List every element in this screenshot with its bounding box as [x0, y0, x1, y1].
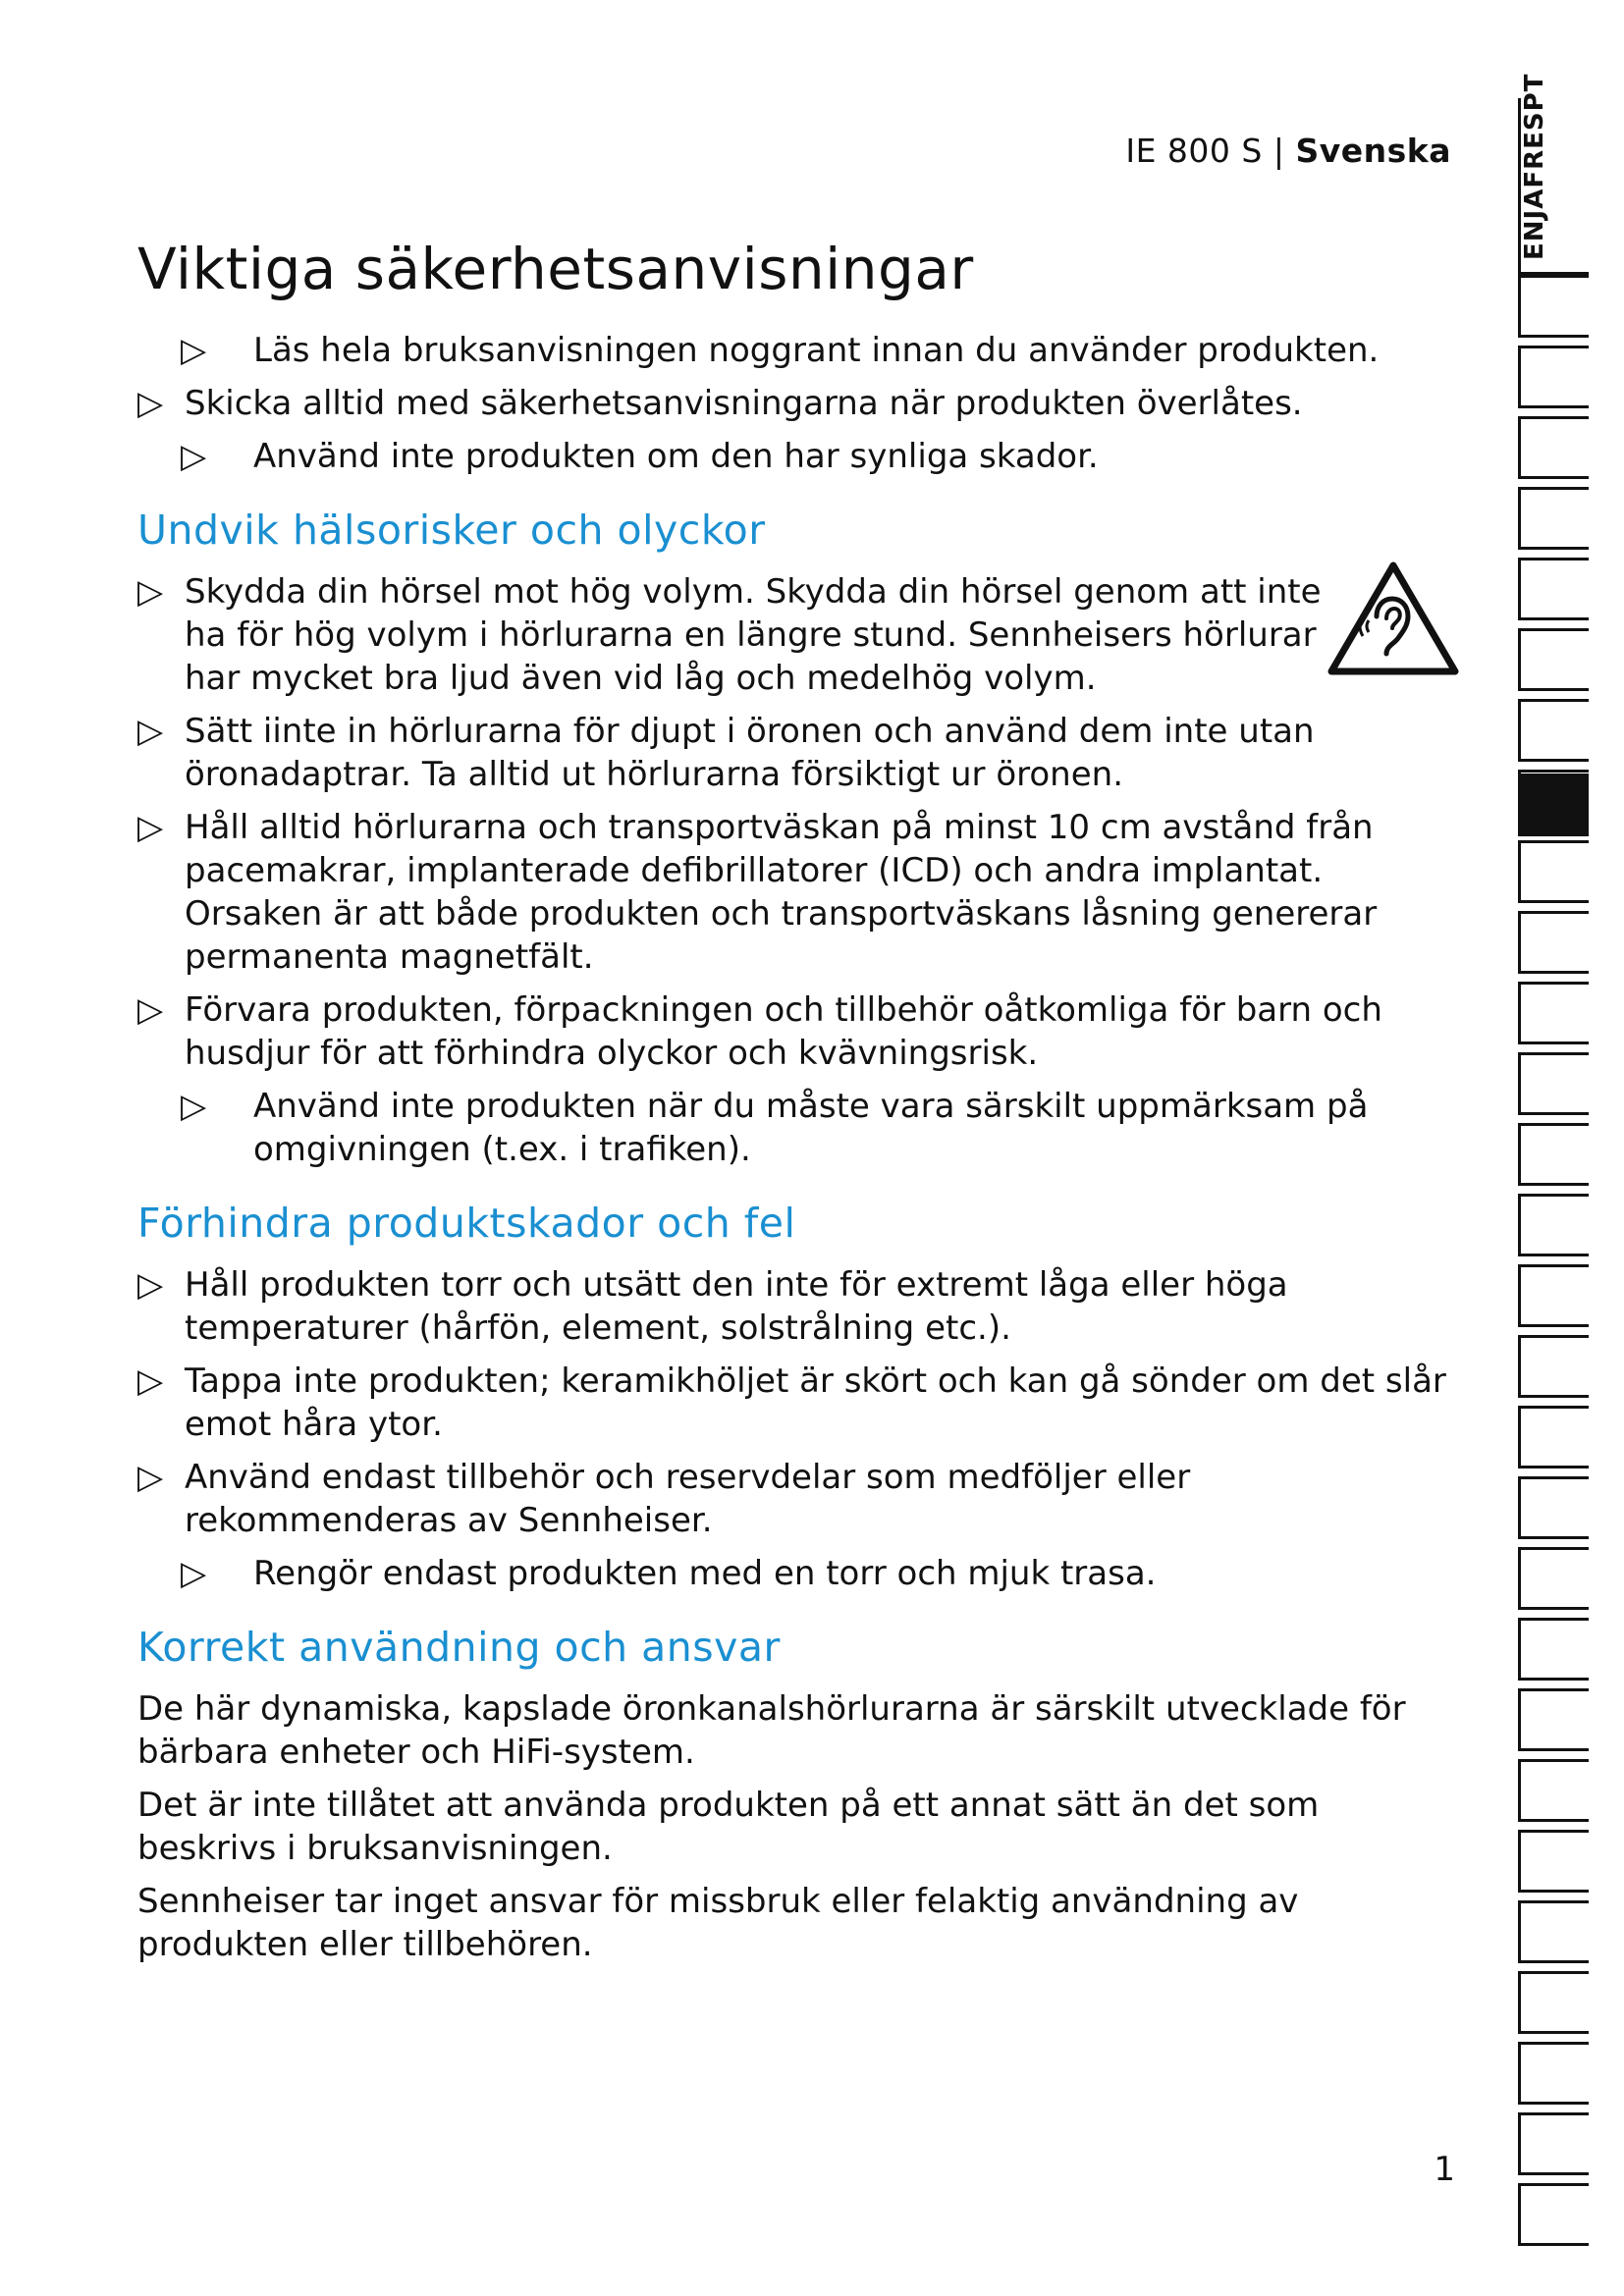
tab[interactable]	[1518, 911, 1589, 974]
bullet-triangle-icon: ▷	[181, 331, 207, 370]
bullet-triangle-icon: ▷	[137, 990, 164, 1030]
tab[interactable]	[1518, 1688, 1589, 1751]
list-item: ▷ Skydda din hörsel mot hög volym. Skydda din hörsel genom att inte ha för hög volym i hörlurarna en längre stund. Sennheisers hörlurar har mycket bra ljud även vid låg och medelhög volym.	[137, 572, 1322, 698]
bullet-triangle-icon: ▷	[137, 384, 164, 423]
page-header	[1125, 132, 1451, 170]
bullet-triangle-icon: ▷	[137, 808, 164, 847]
tab[interactable]	[1518, 416, 1589, 479]
tab[interactable]	[1518, 2112, 1589, 2175]
tab[interactable]	[1518, 1759, 1589, 1822]
document-body	[137, 329, 1453, 1976]
bullet-triangle-icon: ▷	[137, 1362, 164, 1401]
tab[interactable]	[1518, 2183, 1589, 2246]
tab[interactable]	[1518, 1406, 1589, 1468]
tab[interactable]	[1518, 1123, 1589, 1186]
header-language: Svenska	[1295, 132, 1451, 170]
tab-current-language[interactable]	[1518, 774, 1589, 836]
hearing-warning-icon	[1326, 560, 1461, 679]
tab[interactable]	[1518, 699, 1589, 762]
list-item: ▷ Använd inte produkten när du måste vara särskilt uppmärksam på omgivningen (t.ex. i trafiken).	[181, 1087, 1369, 1169]
tab[interactable]	[1518, 1900, 1589, 1963]
tab[interactable]	[1518, 628, 1589, 691]
bullet-triangle-icon: ▷	[137, 572, 164, 612]
bullet-triangle-icon: ▷	[137, 1265, 164, 1305]
section-heading-health: Undvik hälsorisker och olyckor	[137, 507, 766, 554]
bullet-triangle-icon: ▷	[181, 1087, 207, 1126]
tab[interactable]	[1518, 1547, 1589, 1610]
paragraph: Det är inte tillåtet att använda produkten på ett annat sätt än det som beskrivs i bruksanvisningen.	[137, 1786, 1320, 1868]
tab[interactable]	[1518, 1335, 1589, 1398]
list-item: ▷ Använd inte produkten om den har synliga skador.	[181, 437, 1099, 476]
bullet-triangle-icon: ▷	[181, 437, 207, 476]
list-item: ▷ Sätt iinte in hörlurarna för djupt i öronen och använd dem inte utan öronadaptrar. Ta alltid ut hörlurarna försiktigt ur öronen.	[137, 712, 1315, 794]
tab[interactable]	[1518, 1830, 1589, 1893]
tab[interactable]	[1518, 275, 1589, 338]
bullet-triangle-icon: ▷	[137, 712, 164, 751]
tab[interactable]	[1518, 1971, 1589, 2034]
tab[interactable]	[1518, 2042, 1589, 2105]
paragraph: Sennheiser tar inget ansvar för missbruk eller felaktig användning av produkten eller tillbehören.	[137, 1882, 1299, 1964]
product-model: IE 800 S	[1125, 132, 1263, 170]
language-tab-text: ENJAFRESPT	[1520, 73, 1549, 260]
list-item: ▷ Läs hela bruksanvisningen noggrant innan du använder produkten.	[181, 331, 1380, 370]
tab[interactable]	[1518, 346, 1589, 408]
header-separator: |	[1272, 132, 1285, 170]
paragraph: De här dynamiska, kapslade öronkanalshörlurarna är särskilt utvecklade för bärbara enheter och HiFi-system.	[137, 1689, 1406, 1772]
list-item: ▷ Håll alltid hörlurarna och transportväskan på minst 10 cm avstånd från pacemakrar, implanterade defibrillatorer (ICD) och andra implantat. Orsaken är att både produkten och transportväskans låsning genererar permanenta magnetfält.	[137, 808, 1378, 977]
tab[interactable]	[1518, 982, 1589, 1044]
tab[interactable]	[1518, 1264, 1589, 1327]
list-item: ▷ Tappa inte produkten; keramikhöljet är skört och kan gå sönder om det slår emot håra ytor.	[137, 1362, 1446, 1444]
tab-languages[interactable]	[1518, 98, 1589, 275]
tab[interactable]	[1518, 1052, 1589, 1115]
tab[interactable]	[1518, 1194, 1589, 1256]
tab[interactable]	[1518, 487, 1589, 550]
page-title: Viktiga säkerhetsanvisningar	[137, 236, 974, 302]
page-number: 1	[1434, 2150, 1455, 2189]
section-heading-damage: Förhindra produktskador och fel	[137, 1200, 796, 1247]
list-item: ▷ Håll produkten torr och utsätt den inte för extremt låga eller höga temperaturer (hårfön, element, solstrålning etc.).	[137, 1265, 1288, 1348]
tab[interactable]	[1518, 1618, 1589, 1681]
list-item: ▷ Förvara produkten, förpackningen och tillbehör oåtkomliga för barn och husdjur för att förhindra olyckor och kvävningsrisk.	[137, 990, 1382, 1073]
section-heading-usage: Korrekt användning och ansvar	[137, 1624, 781, 1671]
bullet-triangle-icon: ▷	[181, 1554, 207, 1593]
list-item: ▷ Använd endast tillbehör och reservdelar som medföljer eller rekommenderas av Sennheiser.	[137, 1458, 1191, 1540]
list-item: ▷ Rengör endast produkten med en torr och mjuk trasa.	[181, 1554, 1157, 1593]
tab[interactable]	[1518, 558, 1589, 620]
tab[interactable]	[1518, 1476, 1589, 1539]
list-item: ▷ Skicka alltid med säkerhetsanvisningarna när produkten överlåtes.	[137, 384, 1303, 423]
tab[interactable]	[1518, 840, 1589, 903]
bullet-triangle-icon: ▷	[137, 1458, 164, 1497]
